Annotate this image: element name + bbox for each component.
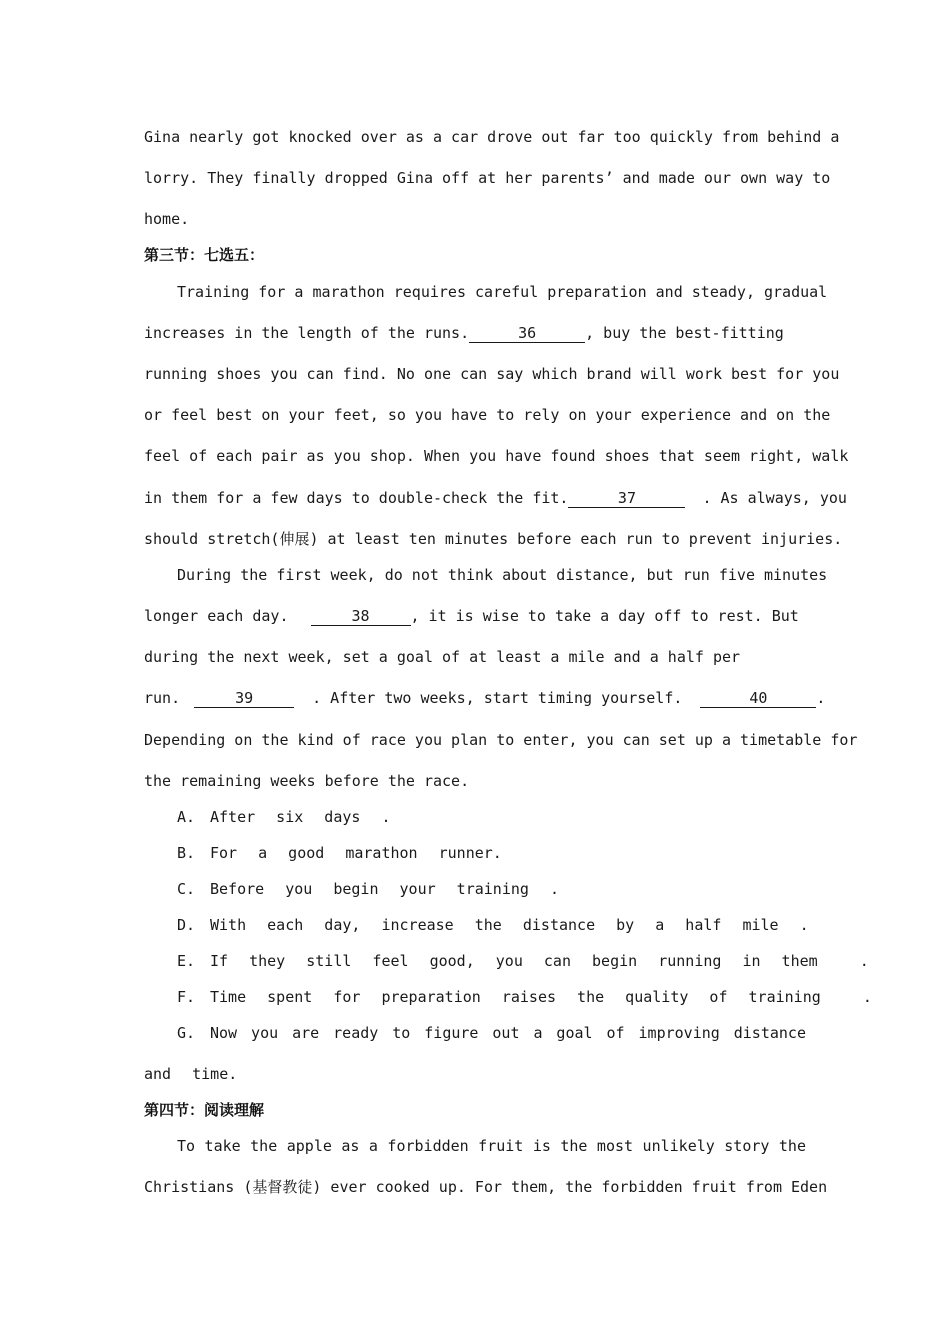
option-g-letter: G. xyxy=(177,1024,196,1042)
p2-line-4-mid: . After two weeks, start timing yourself. xyxy=(312,689,683,707)
p1-line-7: should stretch(伸展) at least ten minutes before each run to prevent injuries. xyxy=(144,530,843,548)
option-e xyxy=(177,951,869,971)
option-a-letter: A. xyxy=(177,808,196,826)
p1-line-4: or feel best on your feet, so you have to rely on your experience and on the xyxy=(144,406,831,424)
option-a-text: After six days . xyxy=(210,808,391,826)
option-d-letter: D. xyxy=(177,916,196,934)
option-e-letter: E. xyxy=(177,952,196,970)
option-g-text: Now you are ready to figure out a goal of improving distance xyxy=(210,1024,806,1042)
option-c-letter: C. xyxy=(177,880,196,898)
p2-line-4-tail: . xyxy=(816,689,826,707)
p2-line-4 xyxy=(144,688,826,708)
section4-line-2: Christians (基督教徒) ever cooked up. For them, the forbidden fruit from Eden xyxy=(144,1178,828,1196)
blank-39[interactable]: 39 xyxy=(194,690,294,708)
section4-heading: 第四节：阅读理解 xyxy=(144,1101,265,1119)
p1-line-2-tail: , buy the best-fitting xyxy=(585,324,784,342)
option-g xyxy=(177,1023,806,1043)
option-b-text: For a good marathon runner. xyxy=(210,844,502,862)
p2-line-2-text: longer each day. xyxy=(144,607,289,625)
blank-38[interactable]: 38 xyxy=(311,608,411,626)
p1-line-6-tail: . As always, you xyxy=(702,489,847,507)
blank-40[interactable]: 40 xyxy=(700,690,816,708)
option-f xyxy=(177,987,872,1007)
intro-line-2: lorry. They finally dropped Gina off at her parents’ and made our own way to xyxy=(144,169,831,187)
p2-line-2 xyxy=(144,606,806,626)
section3-heading: 第三节：七选五： xyxy=(144,246,265,264)
p2-line-3: during the next week, set a goal of at least a mile and a half per xyxy=(144,648,741,666)
p1-line-3: running shoes you can find. No one can say which brand will work best for you xyxy=(144,365,840,383)
p2-line-1: During the first week, do not think about distance, but run five minutes xyxy=(177,566,828,584)
option-f-letter: F. xyxy=(177,988,196,1006)
p2-line-5: Depending on the kind of race you plan to enter, you can set up a timetable for xyxy=(144,731,858,749)
intro-line-1: Gina nearly got knocked over as a car drove out far too quickly from behind a xyxy=(144,128,840,146)
intro-line-3: home. xyxy=(144,210,190,228)
option-b xyxy=(177,843,502,863)
option-a xyxy=(177,807,391,827)
option-c-text: Before you begin your training . xyxy=(210,880,559,898)
p1-line-2 xyxy=(144,323,806,343)
blank-37[interactable]: 37 xyxy=(568,490,685,508)
p2-line-4-text: run. xyxy=(144,689,181,707)
section4-line-1: To take the apple as a forbidden fruit is the most unlikely story the xyxy=(177,1137,806,1155)
p1-line-2-text: increases in the length of the runs. xyxy=(144,324,470,342)
p2-line-6: the remaining weeks before the race. xyxy=(144,772,470,790)
option-d xyxy=(177,915,809,935)
p1-line-6-text: in them for a few days to double-check the fit. xyxy=(144,489,569,507)
p1-line-1: Training for a marathon requires careful preparation and steady, gradual xyxy=(177,283,828,301)
option-f-text: Time spent for preparation raises the quality of training . xyxy=(210,988,872,1006)
option-e-text: If they still feel good, you can begin running in them . xyxy=(210,952,869,970)
option-b-letter: B. xyxy=(177,844,196,862)
blank-36[interactable]: 36 xyxy=(469,325,585,343)
option-g-continued: and time. xyxy=(144,1065,238,1083)
option-d-text: With each day, increase the distance by a half mile . xyxy=(210,916,809,934)
option-c xyxy=(177,879,559,899)
p2-line-2-tail: , it is wise to take a day off to rest. But xyxy=(410,607,799,625)
p1-line-5: feel of each pair as you shop. When you have found shoes that seem right, walk xyxy=(144,447,849,465)
p1-line-6 xyxy=(144,488,847,508)
